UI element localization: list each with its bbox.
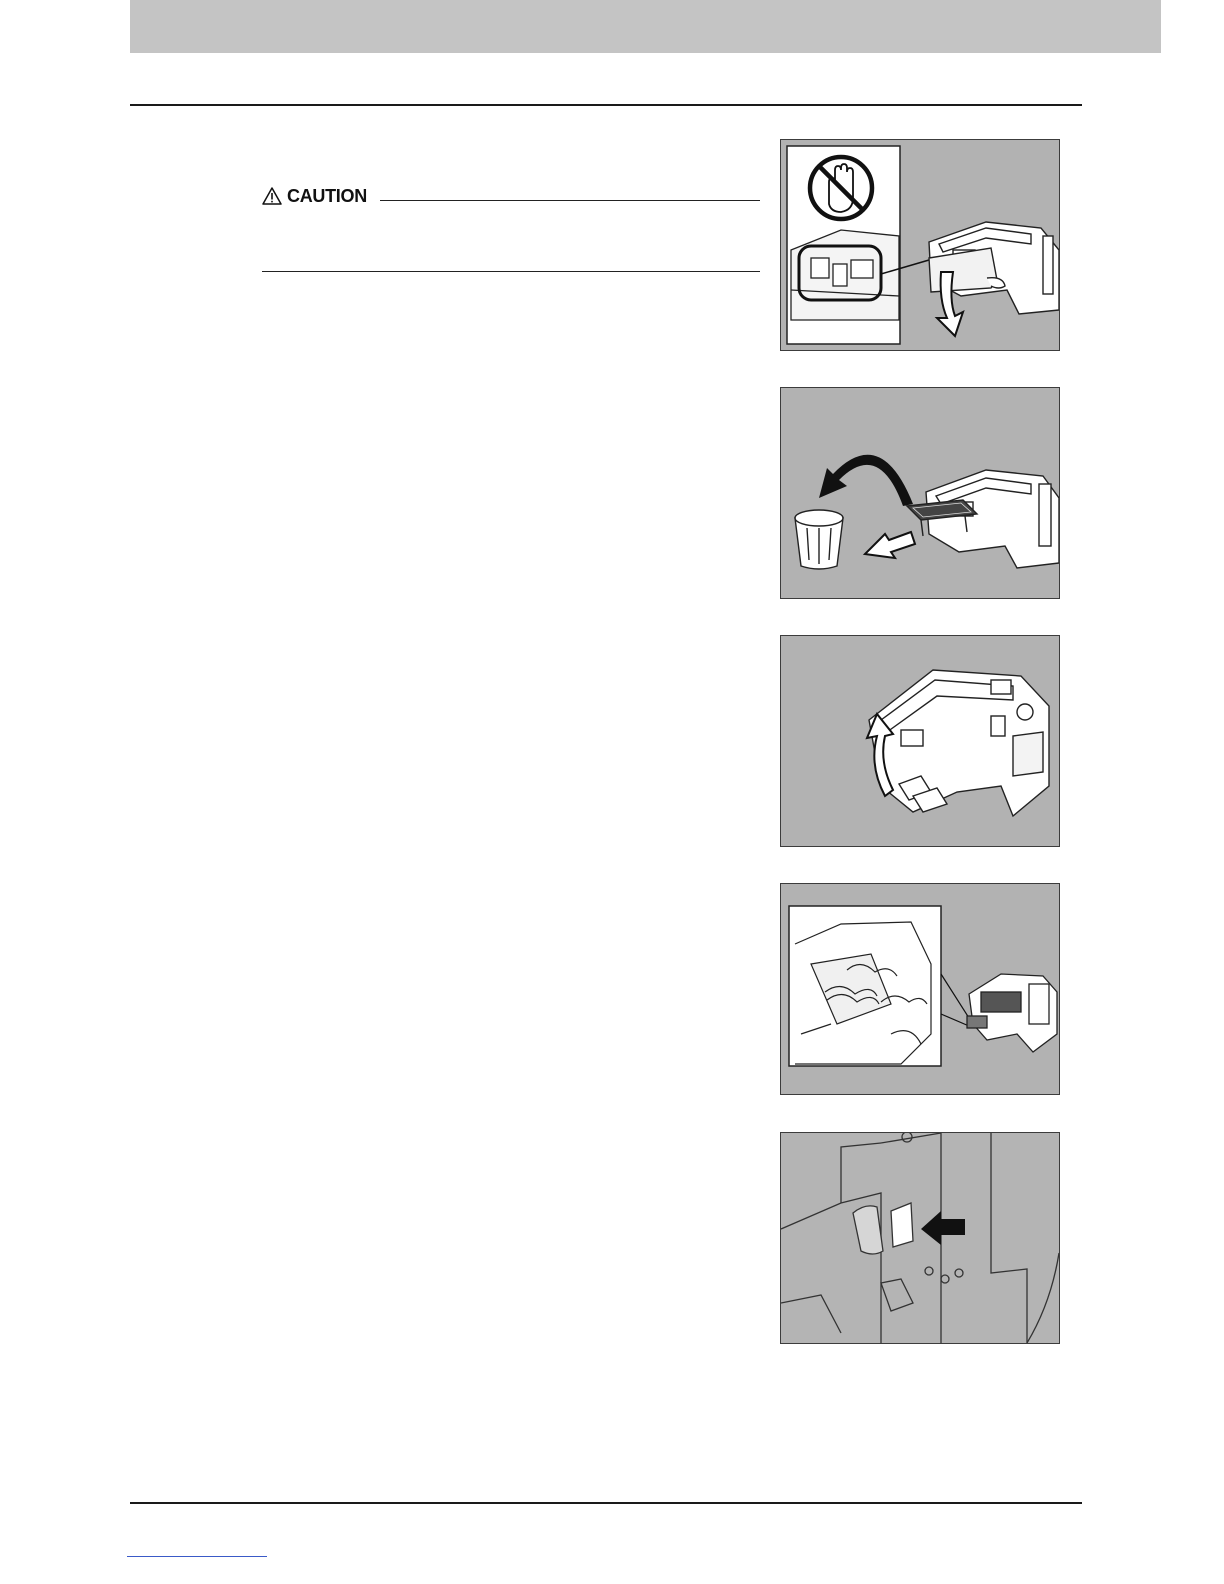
caution-label: CAUTION [287,185,367,206]
figure-staples-detail [780,883,1060,1095]
figure-stapler-push-in [780,1132,1060,1344]
pull-out-arrow-icon [865,532,915,558]
caution-heading [262,182,367,210]
header-band [130,0,1161,53]
trash-can-icon [795,510,843,569]
figure-stapler-do-not-touch [780,139,1060,351]
header-rule [130,104,1082,106]
staples-detail-callout [789,906,969,1066]
figure-stapler-discard-cartridge [780,387,1060,599]
footer-rule [130,1502,1082,1504]
caution-rule-bottom [262,271,760,272]
push-arrow-icon [921,1211,965,1245]
figure-stapler-lever-up [780,635,1060,847]
caution-rule-top [380,200,760,201]
caution-box [262,182,760,274]
warning-triangle-icon [262,186,282,206]
footer-link-underline[interactable] [127,1556,267,1557]
curved-arrow-icon [819,455,913,506]
